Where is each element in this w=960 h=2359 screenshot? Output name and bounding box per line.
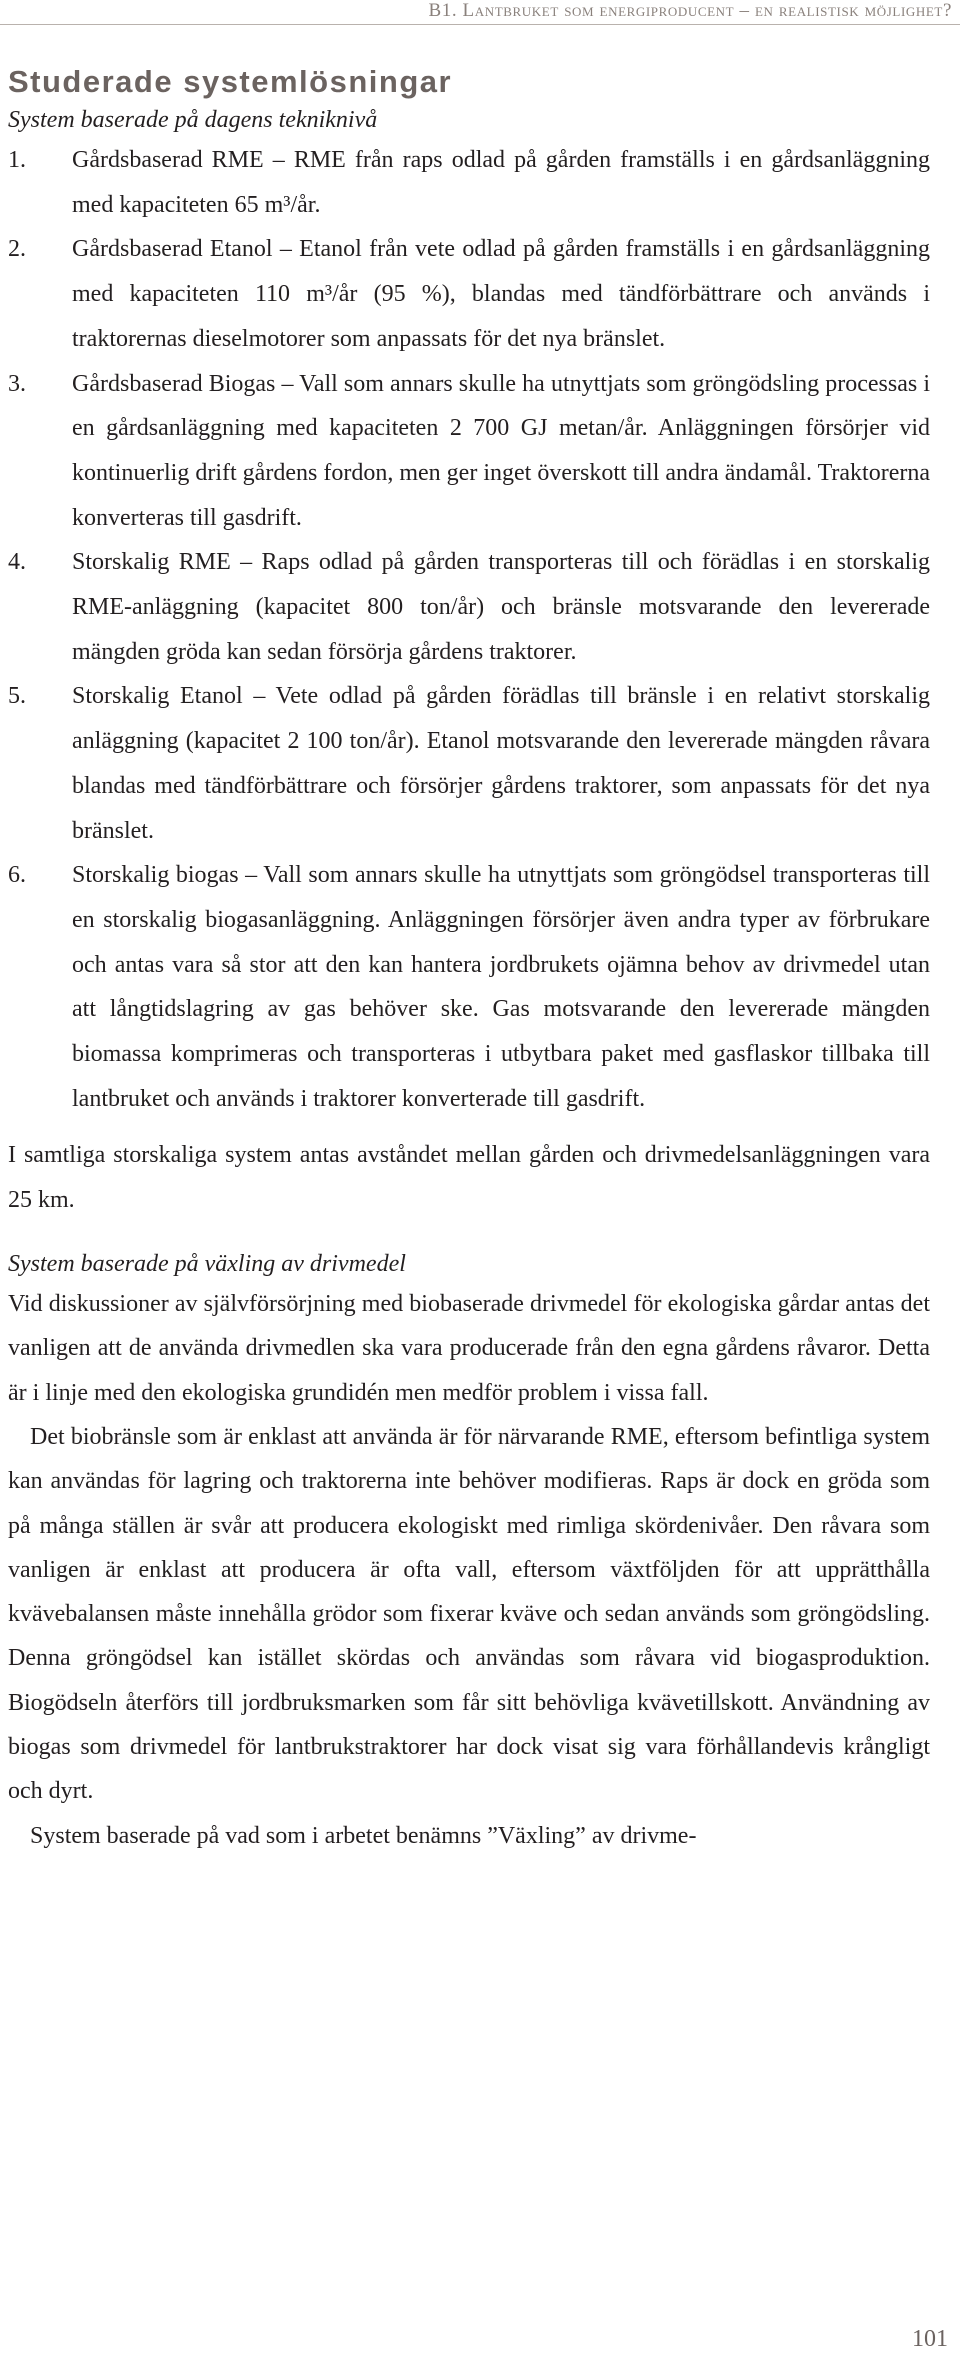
page-content <box>8 62 930 1858</box>
list-item-number: 4. <box>8 549 26 576</box>
section-heading: Studerade systemlösningar <box>8 64 453 99</box>
list-item-text: Storskalig biogas – Vall som annars skulle ha utnyttjats som gröngödsel transporteras till en storskalig biogasanläggning. Anläggningen försörjer även andra typer av förbrukare och antas vara så stor att den kan hantera jordbrukets ojämna behov av drivmedel utan att långtidslagring av gas behöver ske. Gas motsvarande den levererade mängden biomassa komprimeras och transporteras i utbytbara paket med gasflaskor tillbaka till lantbruket och används i traktorer konverterade till gasdrift. <box>72 862 930 1112</box>
list-item <box>8 853 930 1121</box>
list-item-text: Gårdsbaserad Etanol – Etanol från vete odlad på gården framställs i en gårdsanläggning med kapaciteten 110 m³/år (95 %), blandas med tändförbättrare och används i traktorernas dieselmotorer som anpassats för det nya bränslet. <box>72 236 930 352</box>
list-item-number: 6. <box>8 862 26 889</box>
body-paragraph: System baserade på vad som i arbetet benämns ”Växling” av drivme- <box>30 1822 697 1849</box>
system-solutions-list <box>8 138 930 1121</box>
subheading-fuel-switching: System baserade på växling av drivmedel <box>8 1251 406 1278</box>
list-item-number: 5. <box>8 683 26 710</box>
distance-note: I samtliga storskaliga system antas avståndet mellan gården och drivmedelsanläggningen vara 25 km. <box>8 1142 930 1213</box>
running-header-title: B1. Lantbruket som energiproducent – en realistisk möjlighet? <box>428 0 952 21</box>
list-item-number: 3. <box>8 370 26 397</box>
body-paragraph: Det biobränsle som är enklast att använda är för närvarande RME, eftersom befintliga system kan användas för lagring och traktorerna inte behöver modifieras. Raps är dock en gröda som på många ställen är svår att producera ekologiskt med rimliga skördenivåer. Den råvara som vanligen är enklast att producera är ofta vall, eftersom växtföljden för att upprätthålla kvävebalansen måste innehålla grödor som fixerar kväve och sedan används som gröngödsling. Denna gröngödsel kan istället skördas och användas som råvara vid biogasproduktion. Biogödseln återförs till jordbruksmarken som får sitt behövliga kvävetillskott. Användning av biogas som drivmedel för lantbrukstraktorer har dock visat sig vara förhållandevis krångligt och dyrt. <box>8 1423 930 1805</box>
list-item <box>8 138 930 227</box>
list-item-number: 1. <box>8 147 26 173</box>
list-item-text: Gårdsbaserad RME – RME från raps odlad på gården framställs i en gårdsanläggning med kapaciteten 65 m³/år. <box>72 147 930 218</box>
running-header <box>0 0 960 25</box>
list-item-text: Gårdsbaserad Biogas – Vall som annars skulle ha utnyttjats som gröngödsling processas i en gårdsanläggning med kapaciteten 2 700 GJ metan/år. Anläggningen försörjer vid kontinuerlig drift gårdens fordon, men ger inget överskott till andra ändamål. Traktorerna konverteras till gasdrift. <box>72 370 930 531</box>
subheading-current-technology: System baserade på dagens tekniknivå <box>8 107 378 133</box>
list-item-text: Storskalig Etanol – Vete odlad på gården förädlas till bränsle i en relativt storskalig anläggning (kapacitet 2 100 ton/år). Etanol motsvarande den levererade mängden råvara blandas med tändförbättrare och försörjer gårdens traktorer, som anpassats för det nya bränslet. <box>72 683 930 844</box>
body-paragraph: Vid diskussioner av självförsörjning med biobaserade drivmedel för ekologiska gårdar antas det vanligen att de använda drivmedlen ska vara producerade från den egna gårdens råvaror. Detta är i linje med den ekologiska grundidén men medför problem i vissa fall. <box>8 1291 930 1406</box>
list-item <box>8 540 930 674</box>
list-item <box>8 674 930 853</box>
page-number: 101 <box>912 2326 948 2352</box>
list-item <box>8 227 930 361</box>
list-item-number: 2. <box>8 236 26 263</box>
list-item-text: Storskalig RME – Raps odlad på gården transporteras till och förädlas i en storskalig RME-anläggning (kapacitet 800 ton/år) och bränsle motsvarande den levererade mängden gröda kan sedan försörja gårdens traktorer. <box>72 549 930 665</box>
list-item <box>8 362 930 541</box>
